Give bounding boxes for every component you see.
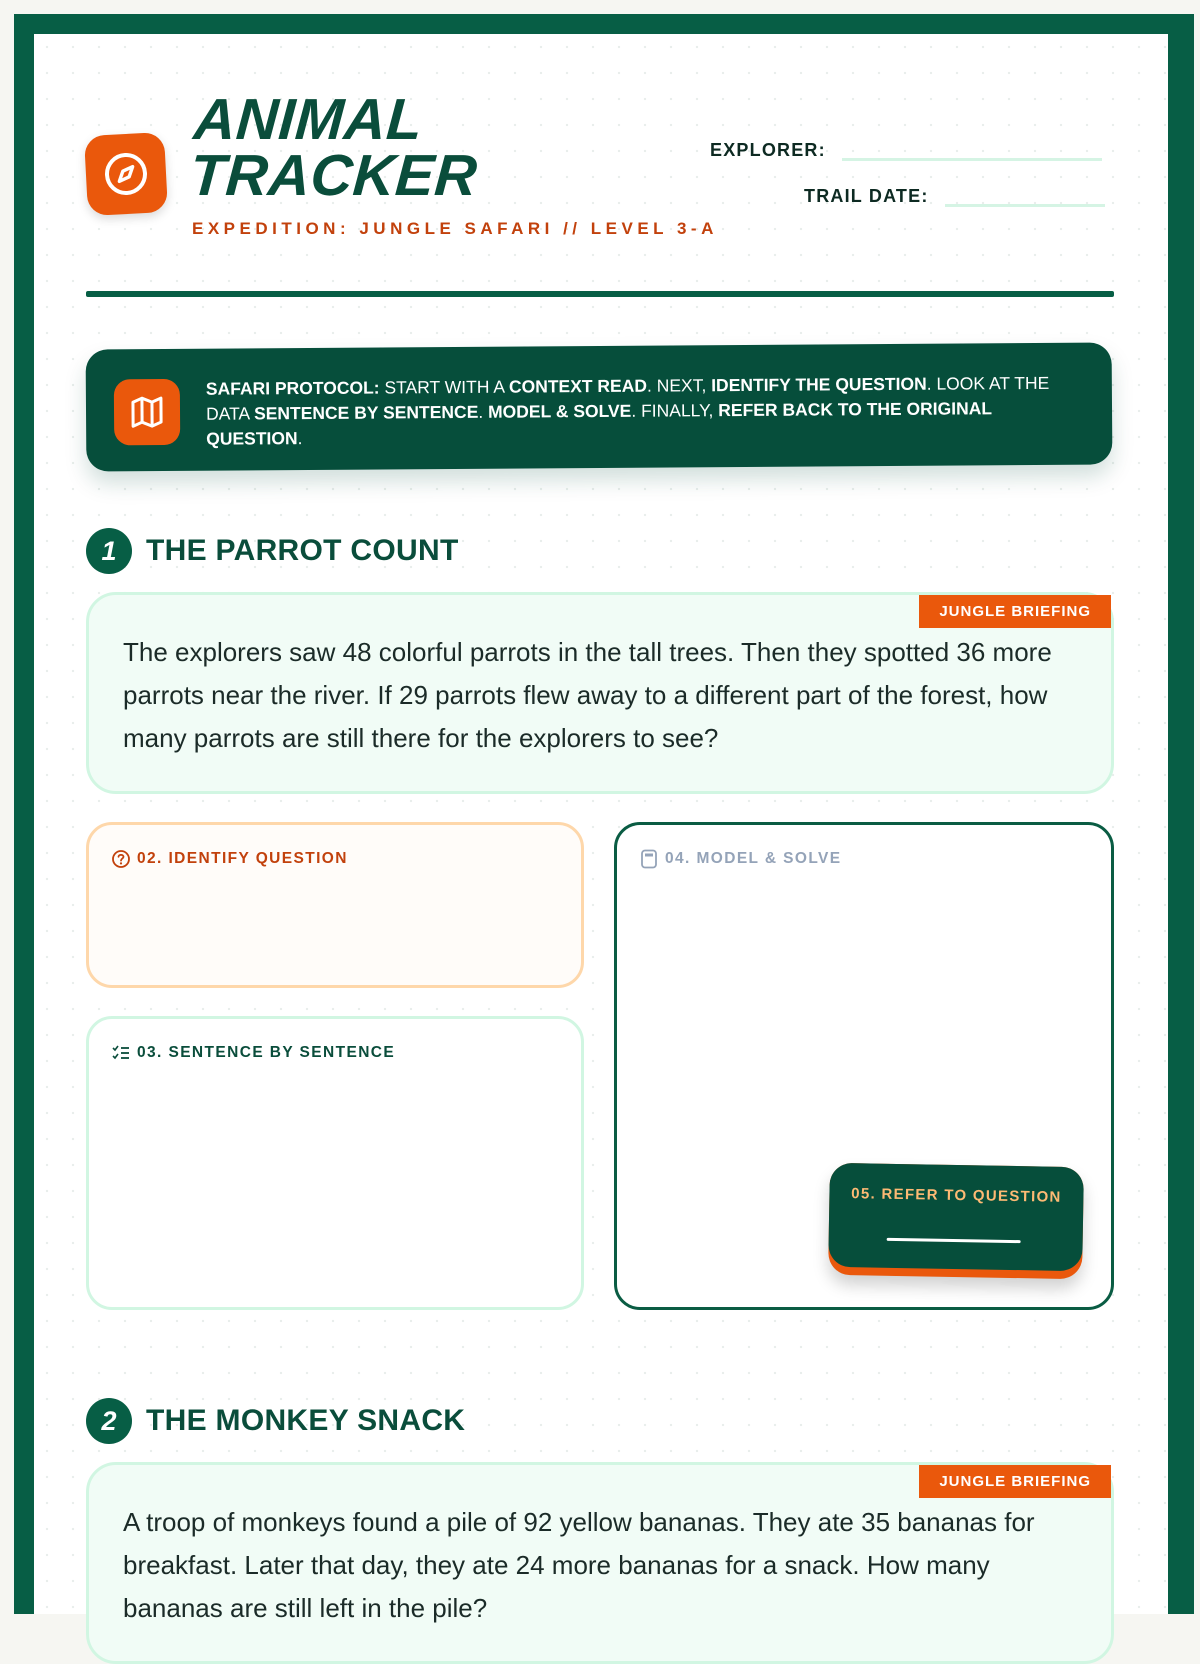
protocol-text-4: . — [478, 402, 488, 422]
compass-icon — [101, 149, 151, 199]
protocol-text-1: START WITH A — [380, 377, 509, 398]
model-and-solve-label — [639, 849, 842, 869]
checklist-icon — [111, 1043, 131, 1063]
problem-title: THE MONKEY SNACK — [146, 1404, 465, 1438]
protocol-text-2: . NEXT, — [647, 375, 711, 395]
header-divider — [86, 291, 1114, 297]
problem-title: THE PARROT COUNT — [146, 534, 459, 568]
explorer-input-line[interactable] — [842, 141, 1102, 161]
safari-protocol-banner — [86, 342, 1113, 471]
explorer-label: EXPLORER: — [710, 140, 826, 161]
protocol-lead: SAFARI PROTOCOL: — [206, 378, 380, 399]
identify-question-box[interactable] — [86, 822, 584, 988]
trail-date-input-line[interactable] — [945, 187, 1105, 207]
problem-number-badge: 1 — [86, 528, 132, 574]
logo-badge — [84, 132, 168, 216]
refer-card-face — [828, 1163, 1084, 1271]
page-title — [188, 92, 596, 204]
calculator-icon — [639, 849, 659, 869]
problem-1-briefing — [86, 592, 1114, 794]
refer-to-question-label: 05. REFER TO QUESTION — [829, 1185, 1083, 1206]
sentence-by-sentence-label — [111, 1043, 395, 1063]
question-circle-icon — [111, 849, 131, 869]
protocol-step-identify: IDENTIFY THE QUESTION — [711, 374, 927, 396]
refer-to-question-card — [828, 1163, 1084, 1279]
protocol-step-context: CONTEXT READ — [509, 376, 647, 397]
briefing-text: The explorers saw 48 colorful parrots in the tall trees. Then they spotted 36 more parrots near the river. If 29 parrots flew away to a different part of the forest, how many parrots are still there for the explorers to see? — [123, 631, 1083, 760]
model-and-solve-box[interactable] — [614, 822, 1114, 1310]
protocol-icon-badge — [114, 379, 180, 445]
page-frame — [14, 14, 1194, 1614]
title-line-2: TRACKER — [188, 148, 592, 204]
problem-2-heading — [86, 1398, 465, 1444]
problem-1-heading — [86, 528, 459, 574]
worksheet — [34, 34, 1168, 1614]
model-and-solve-text: 04. MODEL & SOLVE — [665, 850, 842, 868]
map-icon — [129, 394, 165, 430]
briefing-tag: JUNGLE BRIEFING — [919, 595, 1111, 628]
protocol-text — [206, 371, 1077, 452]
refer-answer-line[interactable] — [887, 1238, 1021, 1243]
protocol-step-model: MODEL & SOLVE — [488, 401, 631, 422]
trail-date-label: TRAIL DATE: — [804, 186, 929, 207]
problem-2-briefing — [86, 1462, 1114, 1664]
title-line-1: ANIMAL — [192, 92, 596, 148]
explorer-field — [710, 140, 1102, 161]
briefing-text: A troop of monkeys found a pile of 92 yellow bananas. They ate 35 bananas for breakfast. Later that day, they ate 24 more bananas for a snack. How many bananas are still left in the pile? — [123, 1501, 1083, 1630]
trail-date-field — [804, 186, 1105, 207]
briefing-tag: JUNGLE BRIEFING — [919, 1465, 1111, 1498]
protocol-step-refer: REFER BACK TO THE ORIGINAL QUESTION — [206, 398, 992, 448]
identify-question-text: 02. IDENTIFY QUESTION — [137, 850, 348, 868]
problem-number-badge: 2 — [86, 1398, 132, 1444]
identify-question-label — [111, 849, 348, 869]
protocol-text-6: . — [298, 428, 303, 448]
protocol-step-sentence: SENTENCE BY SENTENCE — [254, 402, 478, 424]
protocol-text-3: . LOOK AT THE DATA — [206, 373, 1049, 424]
sentence-by-sentence-box[interactable] — [86, 1016, 584, 1310]
sentence-by-sentence-text: 03. SENTENCE BY SENTENCE — [137, 1044, 395, 1062]
expedition-subtitle: EXPEDITION: JUNGLE SAFARI // LEVEL 3-A — [192, 216, 722, 241]
protocol-text-5: . FINALLY, — [631, 400, 718, 421]
